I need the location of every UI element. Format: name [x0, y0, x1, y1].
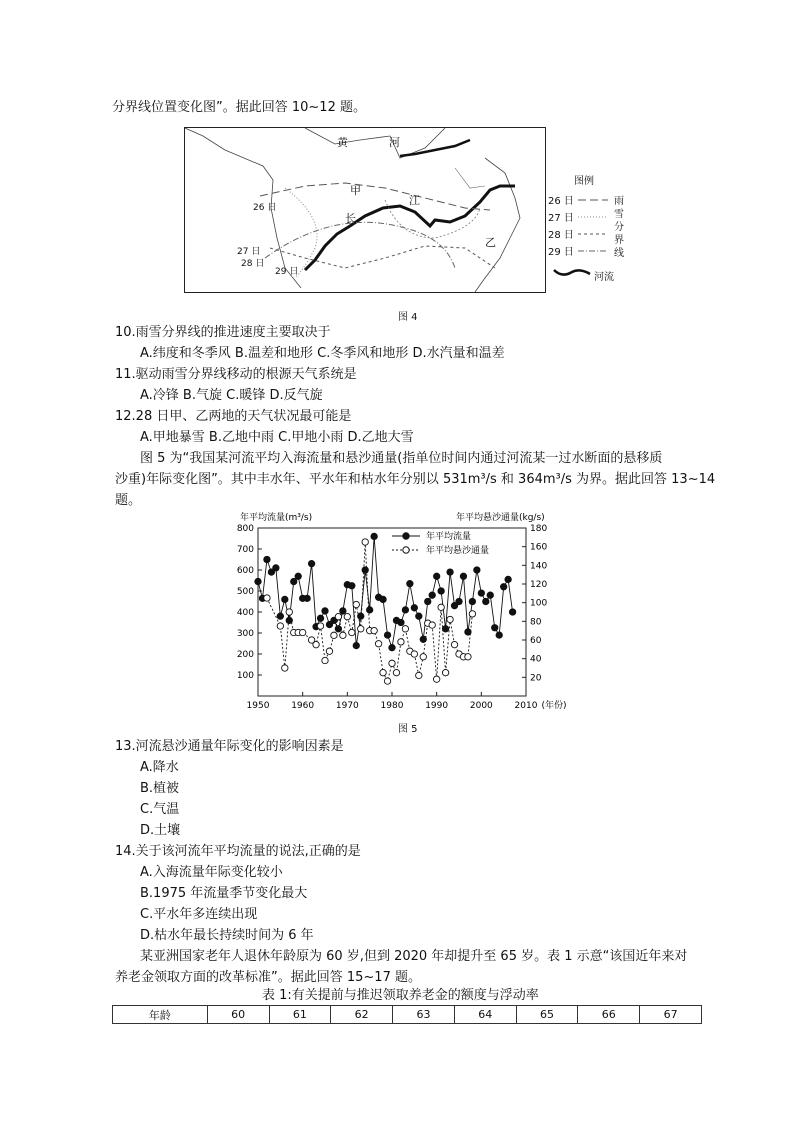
legend-date-27: 27 日 [548, 213, 574, 224]
flow-point [442, 626, 448, 632]
q13-option-b: B.植被 [140, 781, 180, 796]
flow-point [469, 598, 475, 604]
map-figure-4 [184, 127, 546, 293]
y-tick-label: 400 [236, 608, 254, 618]
map-label-he: 河 [389, 136, 400, 149]
sediment-point [416, 672, 422, 678]
sediment-point [362, 539, 368, 545]
x-tick-label: 2010 [514, 701, 538, 711]
q14-stem: 14.关于该河流年平均流量的说法,正确的是 [115, 844, 361, 859]
sediment-point [322, 657, 328, 663]
flow-point [456, 598, 462, 604]
sediment-point [398, 639, 404, 645]
flow-point [273, 565, 279, 571]
sediment-point [375, 641, 381, 647]
sediment-point [433, 676, 439, 682]
x-tick-label: 1980 [380, 701, 404, 711]
flow-point [460, 573, 466, 579]
flow-point [487, 592, 493, 598]
sediment-point [340, 632, 346, 638]
flow-point [429, 592, 435, 598]
legend-side-5: 线 [614, 248, 624, 259]
flow-point [500, 584, 506, 590]
passage2-line2: 沙重)年际变化图”。其中丰水年、平水年和枯水年分别以 531m³/s 和 364m³/s 为界。据此回答 13~14 [115, 472, 716, 487]
figure-5-chart [228, 508, 608, 714]
q13-option-c: C.气温 [140, 802, 180, 817]
map-label-huang: 黄 [337, 136, 348, 149]
map-canvas [185, 128, 545, 292]
legend-river-sample [552, 266, 592, 280]
flow-point [407, 580, 413, 586]
sediment-point [442, 669, 448, 675]
x-tick-label: 1990 [425, 701, 449, 711]
sediment-point [389, 660, 395, 666]
flow-point [433, 573, 439, 579]
q14-option-b: B.1975 年流量季节变化最大 [140, 886, 308, 901]
map-legend [548, 192, 628, 262]
passage3-line2: 养老金领取方面的改革标准”。据此回答 15~17 题。 [115, 970, 421, 985]
legend-side-3: 分 [614, 222, 624, 233]
flow-point [371, 533, 377, 539]
sediment-point [469, 611, 475, 617]
flow-point [411, 605, 417, 611]
flow-point [322, 608, 328, 614]
y-tick-label: 700 [236, 545, 254, 555]
y2-tick-label: 60 [530, 636, 542, 646]
sediment-point [335, 613, 341, 619]
sediment-point [420, 654, 426, 660]
sediment-point [358, 626, 364, 632]
y2-tick-label: 180 [530, 524, 548, 534]
flow-point [402, 607, 408, 613]
map-legend-title: 图例 [574, 176, 594, 187]
flow-point [492, 625, 498, 631]
q11-options: A.冷锋 B.气旋 C.暖锋 D.反气旋 [140, 388, 323, 403]
y-tick-label: 600 [236, 566, 254, 576]
y-tick-label: 100 [236, 671, 254, 681]
passage3-line1: 某亚洲国家老年人退休年龄原为 60 岁,但到 2020 年却提升至 65 岁。表 1 示意“该国近年来对 [140, 949, 688, 964]
y-tick-label: 200 [236, 650, 254, 660]
table-header-cell: 65 [516, 1006, 578, 1024]
sediment-point [393, 669, 399, 675]
y2-tick-label: 120 [530, 580, 548, 590]
flow-point [478, 590, 484, 596]
legend-sediment-label: 年平均悬沙通量 [426, 546, 490, 556]
legend-sediment-marker [403, 547, 409, 553]
map-label-chang: 长 [345, 212, 356, 225]
sediment-point [299, 629, 305, 635]
flow-point [509, 609, 515, 615]
legend-river-label: 河流 [594, 272, 614, 283]
sediment-point [349, 629, 355, 635]
table-header-row [113, 1006, 702, 1024]
q13-option-a: A.降水 [140, 760, 179, 775]
sediment-point [451, 641, 457, 647]
sediment-point [384, 678, 390, 684]
y2-tick-label: 80 [530, 617, 542, 628]
legend-line-samples [578, 192, 612, 254]
figure-5-caption: 图 5 [398, 724, 418, 735]
sediment-point [317, 623, 323, 629]
flow-point [362, 567, 368, 573]
flow-point [398, 619, 404, 625]
x-axis-label: (年份) [541, 701, 567, 711]
legend-side-1: 雨 [614, 196, 624, 207]
map-date-26: 26 日 [253, 203, 277, 213]
flow-point [317, 615, 323, 621]
flow-point [389, 645, 395, 651]
sediment-point [447, 616, 453, 622]
flow-point [308, 561, 314, 567]
sediment-point [353, 601, 359, 607]
y-tick-label: 500 [236, 587, 254, 597]
q13-option-d: D.土壤 [140, 823, 181, 838]
flow-point [447, 569, 453, 575]
y2-tick-label: 140 [530, 561, 548, 572]
flow-point [474, 567, 480, 573]
map-label-jia: 甲 [350, 184, 361, 197]
x-tick-label: 1970 [335, 701, 359, 711]
flow-point [438, 588, 444, 594]
y2-axis-label: 年平均悬沙通量(kg/s) [456, 513, 545, 523]
sediment-point [344, 613, 350, 619]
sediment-point [465, 654, 471, 660]
legend-flow-label: 年平均流量 [426, 532, 472, 542]
flow-point [282, 596, 288, 602]
flow-point [349, 583, 355, 589]
sediment-point [264, 595, 270, 601]
flow-point [304, 595, 310, 601]
flow-point [366, 607, 372, 613]
flow-point [505, 576, 511, 582]
legend-date-26: 26 日 [548, 196, 574, 207]
sediment-point [438, 604, 444, 610]
map-date-28: 28 日 [241, 259, 265, 269]
flow-point [353, 642, 359, 648]
flow-point [425, 598, 431, 604]
legend-date-28: 28 日 [548, 230, 574, 241]
y-tick-label: 300 [236, 629, 254, 639]
flow-point [277, 613, 283, 619]
flow-point [416, 613, 422, 619]
y2-tick-label: 40 [530, 654, 542, 665]
sediment-point [313, 641, 319, 647]
q11-stem: 11.驱动雨雪分界线移动的根源天气系统是 [115, 367, 357, 382]
figure-4-caption: 图 4 [398, 312, 418, 323]
y2-tick-label: 160 [530, 542, 548, 553]
x-tick-label: 1950 [246, 701, 270, 711]
sediment-point [380, 669, 386, 675]
q14-option-a: A.入海流量年际变化较小 [140, 865, 283, 880]
table-header-cell: 61 [269, 1006, 331, 1024]
flow-point [380, 596, 386, 602]
legend-flow-marker [403, 533, 409, 539]
flow-point [384, 632, 390, 638]
y2-tick-label: 20 [530, 673, 542, 684]
map-label-jiang: 江 [409, 194, 420, 207]
legend-side-4: 界 [614, 235, 624, 246]
flow-point [496, 632, 502, 638]
sediment-point [371, 627, 377, 633]
sediment-point [286, 609, 292, 615]
table-header-cell: 66 [578, 1006, 640, 1024]
table-header-cell: 年龄 [113, 1006, 208, 1024]
table-header-cell: 62 [331, 1006, 393, 1024]
sediment-point [411, 651, 417, 657]
table-header-cell: 60 [207, 1006, 269, 1024]
q14-option-c: C.平水年多连续出现 [140, 907, 258, 922]
sediment-point [402, 626, 408, 632]
q10-options: A.纬度和冬季风 B.温差和地形 C.冬季风和地形 D.水汽量和温差 [140, 346, 505, 361]
table-header-cell: 67 [640, 1006, 702, 1024]
q13-stem: 13.河流悬沙通量年际变化的影响因素是 [115, 739, 344, 754]
table-1 [112, 1005, 702, 1024]
x-tick-label: 2000 [469, 701, 493, 711]
q12-options: A.甲地暴雪 B.乙地中雨 C.甲地小雨 D.乙地大雪 [140, 430, 414, 445]
legend-date-29: 29 日 [548, 247, 574, 258]
x-tick-label: 1960 [291, 701, 315, 711]
flow-point [340, 608, 346, 614]
y2-tick-label: 100 [530, 598, 548, 609]
sediment-point [331, 632, 337, 638]
map-date-29: 29 日 [275, 267, 299, 277]
q12-stem: 12.28 日甲、乙两地的天气状况最可能是 [115, 409, 352, 424]
flow-point [335, 626, 341, 632]
map-date-27: 27 日 [237, 247, 261, 257]
table1-caption: 表 1:有关提前与推迟领取养老金的额度与浮动率 [262, 988, 539, 1003]
q14-option-d: D.枯水年最长持续时间为 6 年 [140, 928, 314, 943]
sediment-point [326, 648, 332, 654]
legend-side-2: 雪 [614, 209, 624, 220]
passage2-line1: 图 5 为“我国某河流平均入海流量和悬沙通量(指单位时间内通过河流某一过水断面的悬移质 [140, 451, 663, 466]
intro-line: 分界线位置变化图”。据此回答 10~12 题。 [112, 100, 366, 115]
passage2-line3: 题。 [115, 493, 142, 508]
table-header-cell: 64 [454, 1006, 516, 1024]
flow-point [255, 578, 261, 584]
flow-point [483, 598, 489, 604]
y-tick-label: 800 [236, 524, 254, 534]
map-label-yi: 乙 [485, 236, 496, 249]
flow-point [291, 578, 297, 584]
y-axis-label: 年平均流量(m³/s) [240, 513, 313, 523]
table-header-cell: 63 [393, 1006, 455, 1024]
sediment-point [429, 622, 435, 628]
flow-point [264, 556, 270, 562]
sediment-point [277, 623, 283, 629]
q10-stem: 10.雨雪分界线的推进速度主要取决于 [115, 325, 331, 340]
sediment-point [282, 665, 288, 671]
flow-point [295, 573, 301, 579]
